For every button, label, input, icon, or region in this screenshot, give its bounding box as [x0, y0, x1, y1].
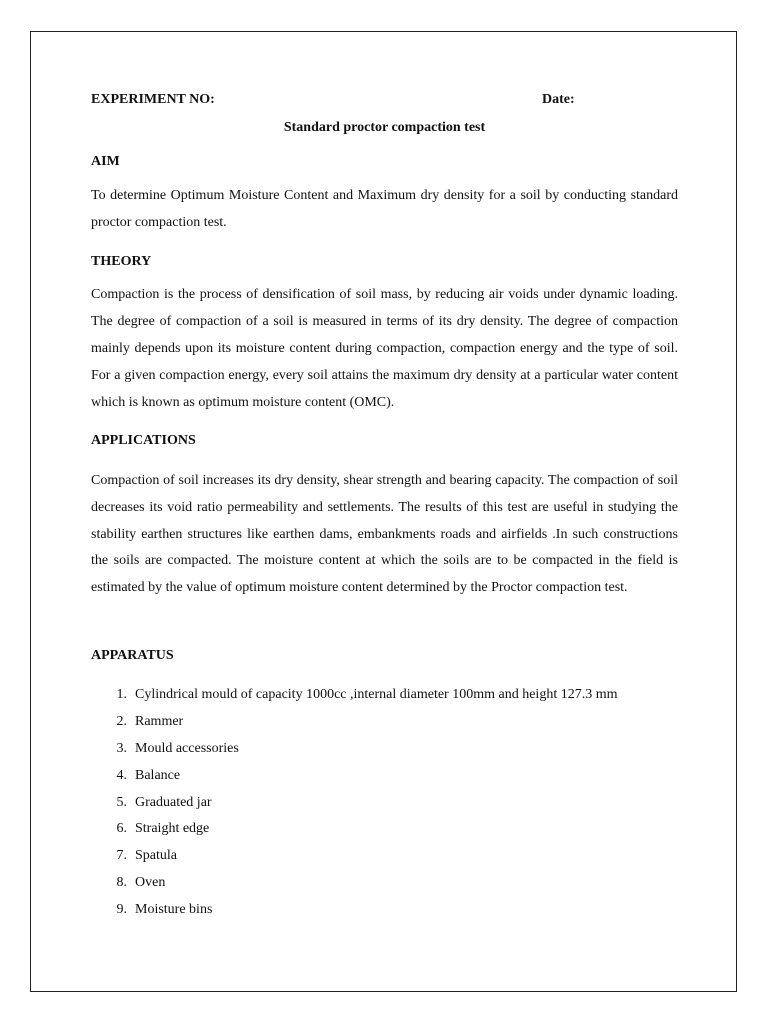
- list-item-number: 9.: [116, 902, 127, 918]
- list-item: [91, 766, 678, 793]
- applications-text: Compaction of soil increases its dry density, shear strength and bearing capacity. The compaction of soil decreases its void ratio permeability and settlements. The results of this test are useful in studying the stability earthen structures like earthen dams, embankments roads and airfields .In such constructions the soils are compacted. The moisture content at which the soils are to be compacted in the field is estimated by the value of optimum moisture content determined by the Proctor compaction test.: [91, 473, 678, 596]
- list-item-text: Rammer: [135, 713, 184, 729]
- list-item-number: 7.: [116, 848, 127, 864]
- list-item-number: 6.: [116, 821, 127, 837]
- list-item-text: Spatula: [135, 848, 177, 864]
- theory-heading: THEORY: [91, 254, 152, 269]
- list-item-text: Balance: [135, 767, 181, 783]
- list-item: [91, 739, 678, 766]
- apparatus-heading: APPARATUS: [91, 648, 174, 663]
- experiment-no-label: EXPERIMENT NO:: [91, 92, 215, 107]
- list-item-number: 2.: [116, 713, 127, 729]
- list-item-number: 3.: [116, 740, 127, 756]
- list-item-text: Oven: [135, 875, 166, 891]
- list-item: [91, 685, 678, 712]
- list-item-text: Moisture bins: [135, 902, 213, 918]
- aim-text: To determine Optimum Moisture Content and Maximum dry density for a soil by conducting standard proctor compaction test.: [91, 188, 678, 230]
- page-title: Standard proctor compaction test: [283, 120, 486, 135]
- list-item-number: 5.: [116, 794, 127, 810]
- theory-text: Compaction is the process of densification of soil mass, by reducing air voids under dynamic loading. The degree of compaction of a soil is measured in terms of its dry density. The degree of compaction mainly depends upon its moisture content during compaction, compaction energy and the type of soil. For a given compaction energy, every soil attains the maximum dry density at a particular water content which is known as optimum moisture content (OMC).: [91, 287, 678, 410]
- list-item-text: Graduated jar: [135, 794, 212, 810]
- list-item-text: Straight edge: [135, 821, 210, 837]
- list-item-number: 4.: [116, 767, 127, 783]
- applications-heading: APPLICATIONS: [91, 433, 196, 448]
- list-item: [91, 846, 678, 873]
- aim-heading: AIM: [91, 154, 120, 169]
- list-item: [91, 793, 678, 820]
- list-item: [91, 900, 678, 927]
- list-item-number: 1.: [116, 687, 127, 702]
- header-row: [91, 92, 678, 112]
- list-item-number: 8.: [116, 875, 127, 891]
- list-item: [91, 712, 678, 739]
- date-label: Date:: [542, 92, 575, 107]
- list-item-text: Cylindrical mould of capacity 1000cc ,internal diameter 100mm and height 127.3 mm: [135, 687, 618, 702]
- list-item-text: Mould accessories: [135, 740, 239, 756]
- list-item: [91, 873, 678, 900]
- apparatus-list: [91, 685, 678, 927]
- list-item: [91, 819, 678, 846]
